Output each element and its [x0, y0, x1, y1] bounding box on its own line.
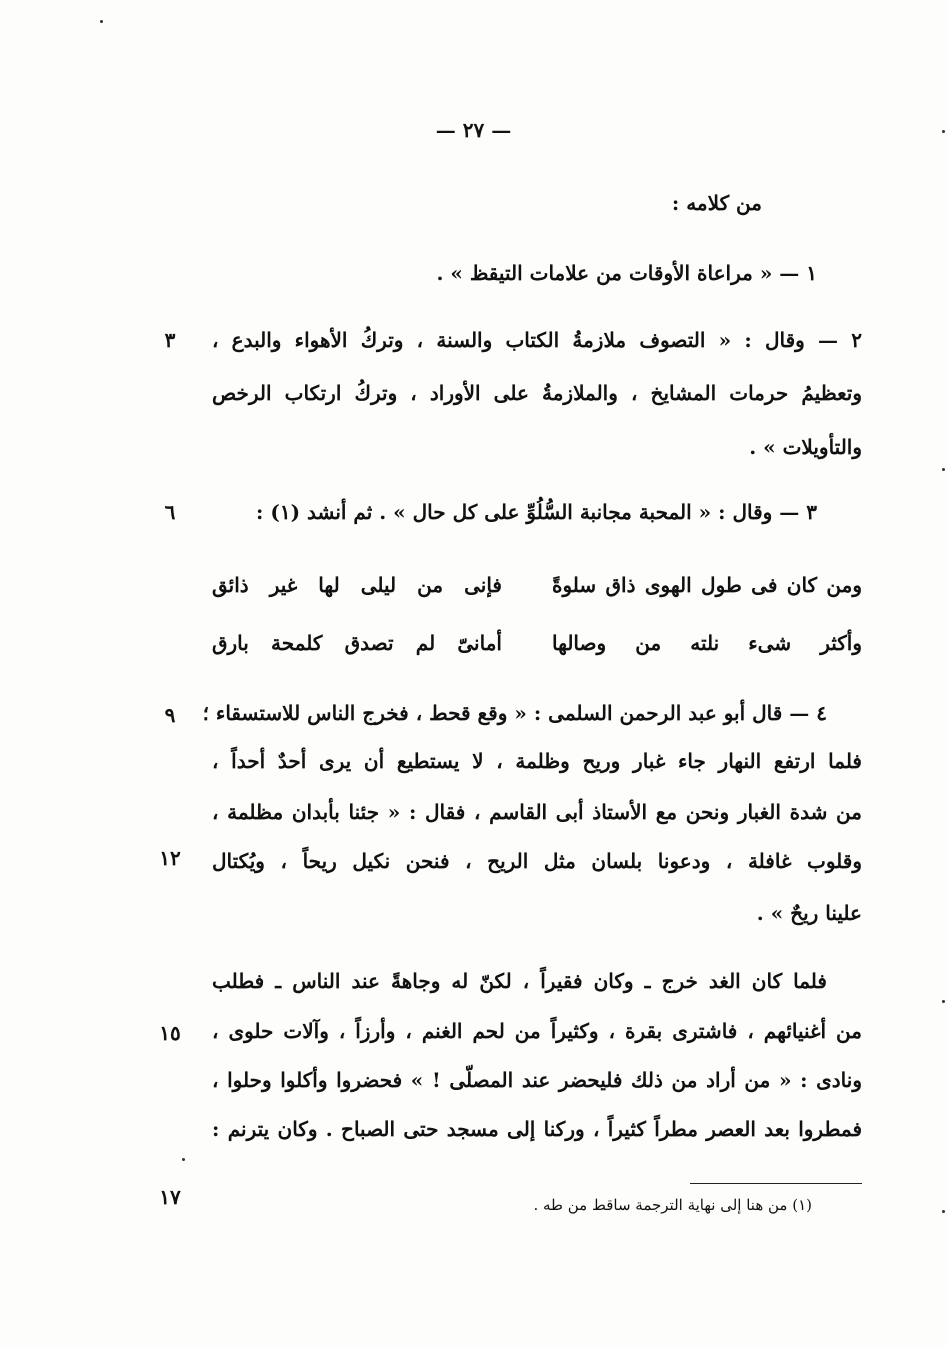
- verse-2-second-hemistich: أمانىّ لم تصدق كلمحة بارق: [212, 631, 502, 655]
- scan-speck: [942, 1000, 945, 1003]
- footnote-separator: [690, 1183, 862, 1184]
- verse-1-second-hemistich: فإنى من ليلى لها غير ذائق: [212, 573, 502, 597]
- line-number: ١٧: [159, 1185, 181, 1209]
- text-line-10: فلما ارتفع النهار جاء غبار وريح وظلمة ، لا يستطيع أن يرى أحدٌ أحداً ،: [212, 749, 862, 773]
- scan-speck: [182, 1158, 185, 1161]
- scan-speck: [942, 468, 945, 471]
- line-number: ١٢: [159, 846, 181, 870]
- scan-speck: [942, 130, 945, 133]
- footnote: (١) من هنا إلى نهاية الترجمة ساقط من طه .: [533, 1196, 812, 1214]
- text-line-11: من شدة الغبار ونحن مع الأستاذ أبى القاسم ، فقال : « جئنا بأبدان مظلمة ،: [212, 800, 862, 824]
- text-line-13: علينا ريحٌ » .: [756, 901, 862, 925]
- text-line-9: ٤ — قال أبو عبد الرحمن السلمى : « وقع قحط ، فخرج الناس للاستسقاء ؛: [202, 701, 827, 725]
- text-line-16: ونادى : « من أراد من ذلك فليحضر عند المصلّى ! » فحضروا وأكلوا وحلوا ،: [212, 1068, 862, 1092]
- text-line-17: فمطروا بعد العصر مطراً كثيراً ، وركنا إلى مسجد حتى الصباح . وكان يترنم :: [212, 1117, 862, 1141]
- section-heading: من كلامه :: [671, 191, 762, 215]
- verse-2-first-hemistich: وأكثر شىء نلته من وصالها: [552, 631, 862, 655]
- text-line-15: من أغنيائهم ، فاشترى بقرة ، وكثيراً من لحم الغنم ، وأرزاً ، وآلات حلوى ،: [212, 1019, 862, 1043]
- line-number: ٦: [164, 500, 176, 524]
- text-line-4: والتأويلات » .: [749, 435, 862, 459]
- line-number: ٣: [164, 328, 176, 352]
- line-number: ١٥: [159, 1021, 181, 1045]
- line-number: ٩: [164, 703, 176, 727]
- text-line-3: وتعظيمُ حرمات المشايخ ، والملازمةُ على الأوراد ، وتركُ ارتكاب الرخص: [212, 381, 862, 405]
- page-number: — ٢٧ —: [435, 118, 512, 142]
- scan-speck: [100, 20, 103, 23]
- text-line-5: ٣ — وقال : « المحبة مجانبة السُّلُوِّ على كل حال » . ثم أنشد (١) :: [256, 500, 817, 524]
- text-line-12: وقلوب غافلة ، ودعونا بلسان مثل الريح ، فنحن نكيل ريحاً ، ويُكتال: [212, 849, 862, 873]
- scan-speck: [942, 1210, 945, 1213]
- text-line-1: ١ — « مراعاة الأوقات من علامات التيقظ » .: [436, 261, 817, 285]
- text-line-14: فلما كان الغد خرج ـ وكان فقيراً ، لكنّ له وجاهةً عند الناس ـ فطلب: [212, 969, 827, 993]
- verse-1-first-hemistich: ومن كان فى طول الهوى ذاق سلوةً: [552, 573, 862, 597]
- text-line-2: ٢ — وقال : « التصوف ملازمةُ الكتاب والسنة ، وتركُ الأهواء والبدع ،: [212, 328, 862, 352]
